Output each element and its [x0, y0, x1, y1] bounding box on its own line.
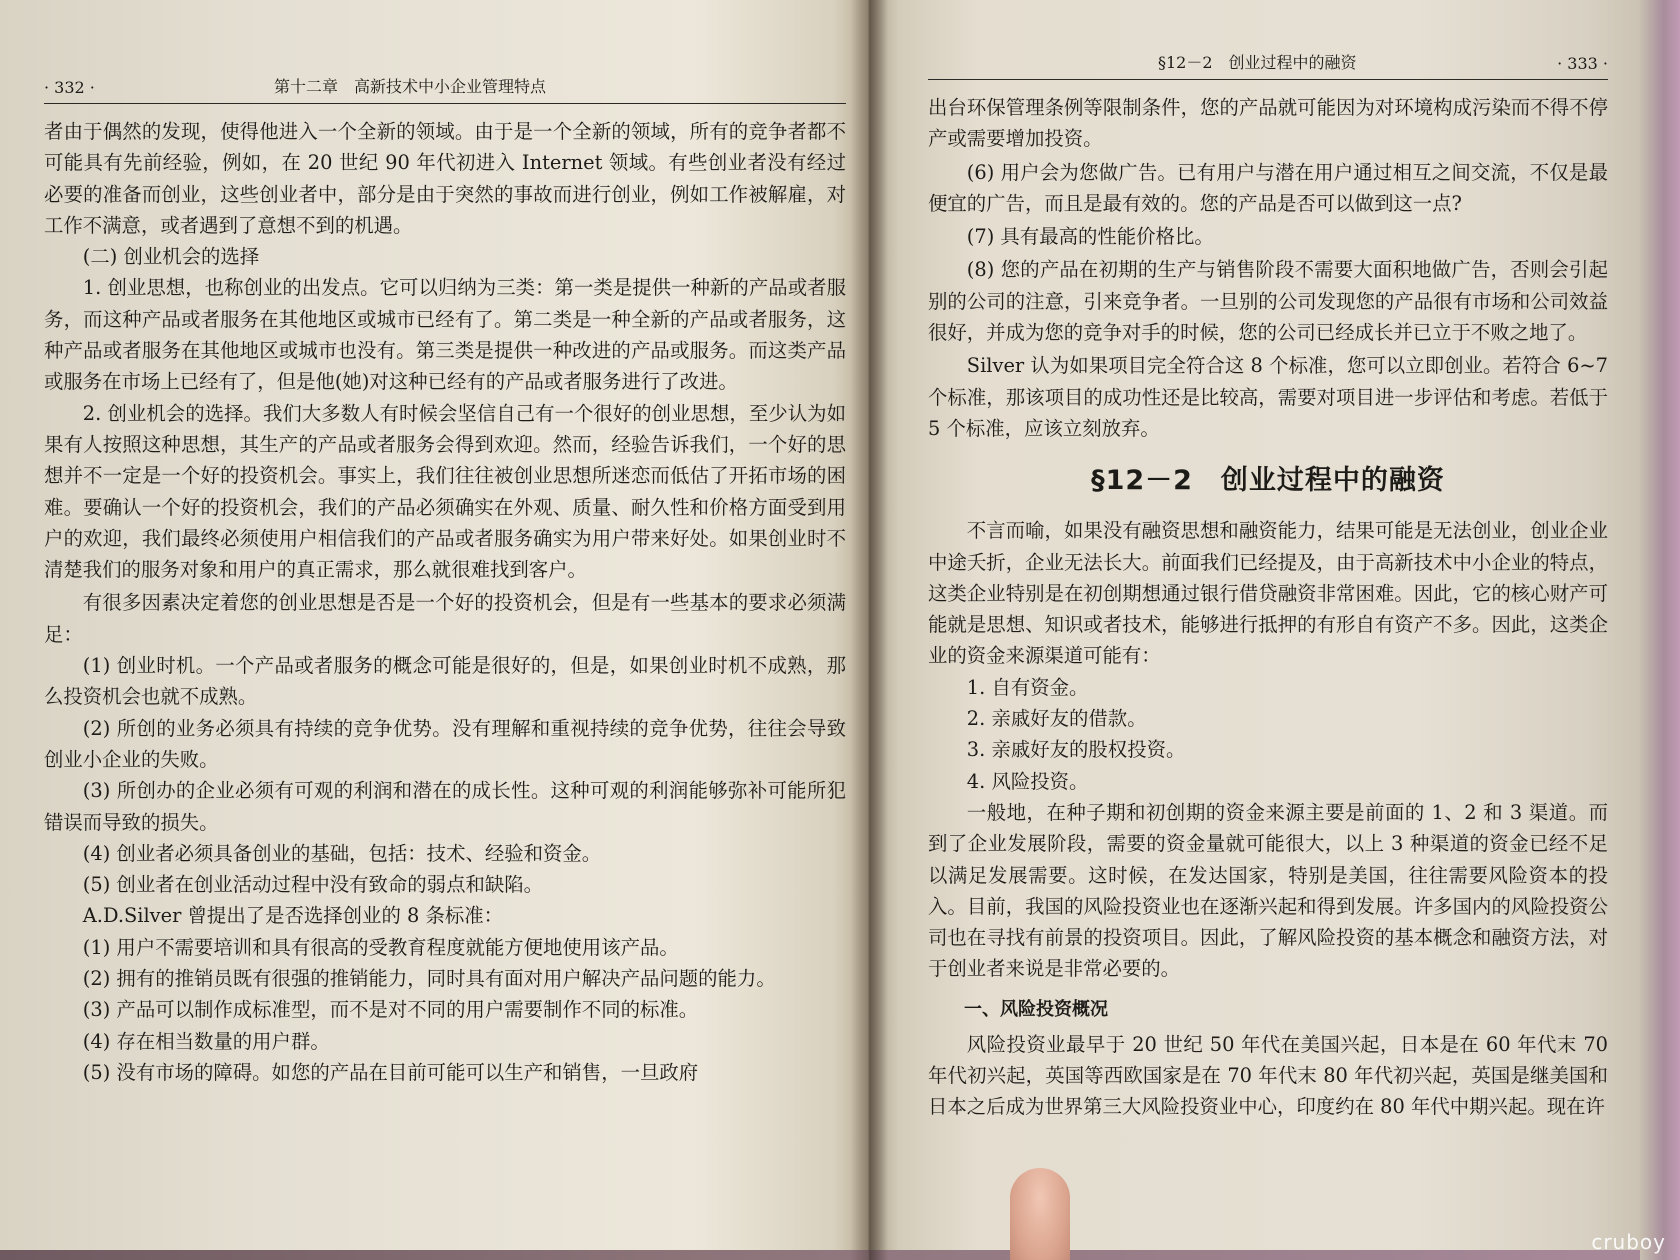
- right-page-header: [928, 50, 1608, 80]
- paragraph: (二) 创业机会的选择: [82, 245, 260, 269]
- paragraph: (4) 存在相当数量的用户群。: [82, 1029, 330, 1053]
- list-item: 3. 亲戚好友的股权投资。: [966, 738, 1186, 762]
- paragraph: (5) 创业者在创业活动过程中没有致命的弱点和缺陷。: [82, 873, 544, 897]
- paragraph: 2. 创业机会的选择。我们大多数人有时候会坚信自己有一个很好的创业思想，至少认为如果有人按照这种思想，其生产的产品或者服务会得到欢迎。然而，经验告诉我们，一个好的思想并不一定是一个好的投资机会。事实上，我们往往被创业思想所迷恋而低估了开拓市场的困难。要确认一个好的投资机会，我们的产品必须确实在外观、质量、耐久性和价格方面受到用户的欢迎，我们最终必须使用户相信我们的产品或者服务确实为用户带来好处。如果创业时不清楚我们的服务对象和用户的真正需求，那么就很难找到客户。: [44, 401, 846, 582]
- right-page-body: [928, 92, 1608, 1123]
- paragraph: (4) 创业者必须具备创业的基础，包括：技术、经验和资金。: [82, 841, 602, 865]
- list-item: 2. 亲戚好友的借款。: [966, 707, 1147, 731]
- running-section-title: §12－2 创业过程中的融资: [1158, 53, 1357, 72]
- section-heading: §12－2 创业过程中的融资: [1091, 465, 1445, 497]
- page-edge: [1640, 0, 1680, 1260]
- watermark: cruboy: [1591, 1230, 1666, 1254]
- thumb: [1010, 1168, 1070, 1260]
- paragraph: 一般地，在种子期和初创期的资金来源主要是前面的 1、2 和 3 渠道。而到了企业发展阶段，需要的资金量就可能很大，以上 3 种渠道的资金已经不足以满足发展需要。这时候，在发达国家，特别是美国，往往需要风险资本的投入。目前，我国的风险投资业也在逐渐兴起和得到发展。许多国内的风险投资公司也在寻找有前景的投资项目。因此，了解风险投资的基本概念和融资方法，对于创业者来说是非常必要的。: [928, 800, 1608, 981]
- paragraph: (2) 所创的业务必须具有持续的竞争优势。没有理解和重视持续的竞争优势，往往会导致创业小企业的失败。: [44, 716, 846, 771]
- paragraph: (1) 创业时机。一个产品或者服务的概念可能是很好的，但是，如果创业时机不成熟，那么投资机会也就不成熟。: [44, 654, 846, 709]
- list-item: 4. 风险投资。: [966, 769, 1089, 793]
- paragraph: 1. 创业思想，也称创业的出发点。它可以归纳为三类：第一类是提供一种新的产品或者服务，而这种产品或者服务在其他地区或城市已经有了。第二类是一种全新的产品或者服务，这种产品或者服务在其他地区或城市也没有。第三类是提供一种改进的产品或服务。而这类产品或服务在市场上已经有了，但是他(她)对这种已经有的产品或者服务进行了改进。: [44, 276, 846, 394]
- paragraph: 有很多因素决定着您的创业思想是否是一个好的投资机会，但是有一些基本的要求必须满足：: [44, 591, 846, 646]
- paragraph: (8) 您的产品在初期的生产与销售阶段不需要大面积地做广告，否则会引起别的公司的注意，引来竞争者。一旦别的公司发现您的产品很有市场和公司效益很好，并成为您的竞争对手的时候，您的公司已经成长并已立于不败之地了。: [928, 258, 1608, 345]
- left-page-number: · 332 ·: [44, 78, 95, 97]
- paragraph: (3) 所创办的企业必须有可观的利润和潜在的成长性。这种可观的利润能够弥补可能所犯错误而导致的损失。: [44, 779, 846, 834]
- left-page-header: [44, 74, 846, 104]
- right-page-number: · 333 ·: [1557, 54, 1608, 73]
- paragraph: 风险投资业最早于 20 世纪 50 年代在美国兴起，日本是在 60 年代末 70 年代初兴起，英国等西欧国家是在 70 年代末 80 年代初兴起，英国是继美国和日本之后成为世界第三大风险投资业中心，印度约在 80 年代中期兴起。现在许: [928, 1032, 1608, 1119]
- left-page-body: [44, 116, 846, 1088]
- paragraph: 者由于偶然的发现，使得他进入一个全新的领域。由于是一个全新的领域，所有的竞争者都不可能具有先前经验，例如，在 20 世纪 90 年代初进入 Internet 领域。有些创业者没有经过必要的准备而创业，这些创业者中，部分是由于突然的事故而进行创业，例如工作被解雇，对工作不满意，或者遇到了意想不到的机遇。: [44, 120, 846, 237]
- list-item: 1. 自有资金。: [966, 675, 1089, 699]
- paragraph: A.D.Silver 曾提出了是否选择创业的 8 条标准：: [82, 904, 504, 928]
- sub-heading: 一、风险投资概况: [964, 998, 1108, 1020]
- paragraph: 出台环保管理条例等限制条件，您的产品就可能因为对环境构成污染而不得不停产或需要增加投资。: [928, 96, 1608, 151]
- paragraph: (3) 产品可以制作成标准型，而不是对不同的用户需要制作不同的标准。: [82, 998, 699, 1022]
- paragraph: (6) 用户会为您做广告。已有用户与潜在用户通过相互之间交流，不仅是最便宜的广告，而且是最有效的。您的产品是否可以做到这一点?: [928, 160, 1608, 215]
- paragraph: (5) 没有市场的障碍。如您的产品在目前可能可以生产和销售，一旦政府: [82, 1060, 699, 1084]
- paragraph: (1) 用户不需要培训和具有很高的受教育程度就能方便地使用该产品。: [82, 935, 679, 959]
- chapter-title: 第十二章 高新技术中小企业管理特点: [274, 77, 547, 96]
- paragraph: (7) 具有最高的性能价格比。: [966, 225, 1214, 249]
- paragraph: Silver 认为如果项目完全符合这 8 个标准，您可以立即创业。若符合 6~7 个标准，那该项目的成功性还是比较高，需要对项目进一步评估和考虑。若低于 5 个标准，应该立刻放弃。: [928, 354, 1608, 440]
- paragraph: (2) 拥有的推销员既有很强的推销能力，同时具有面对用户解决产品问题的能力。: [82, 967, 776, 991]
- paragraph: 不言而喻，如果没有融资思想和融资能力，结果可能是无法创业，创业企业中途夭折，企业无法长大。前面我们已经提及，由于高新技术中小企业的特点，这类企业特别是在初创期想通过银行借贷融资非常困难。因此，它的核心财产可能就是思想、知识或者技术，能够进行抵押的有形自有资产不多。因此，这类企业的资金来源渠道可能有：: [928, 519, 1608, 668]
- right-page: [868, 0, 1648, 1250]
- book-gutter-shadow: [850, 0, 888, 1260]
